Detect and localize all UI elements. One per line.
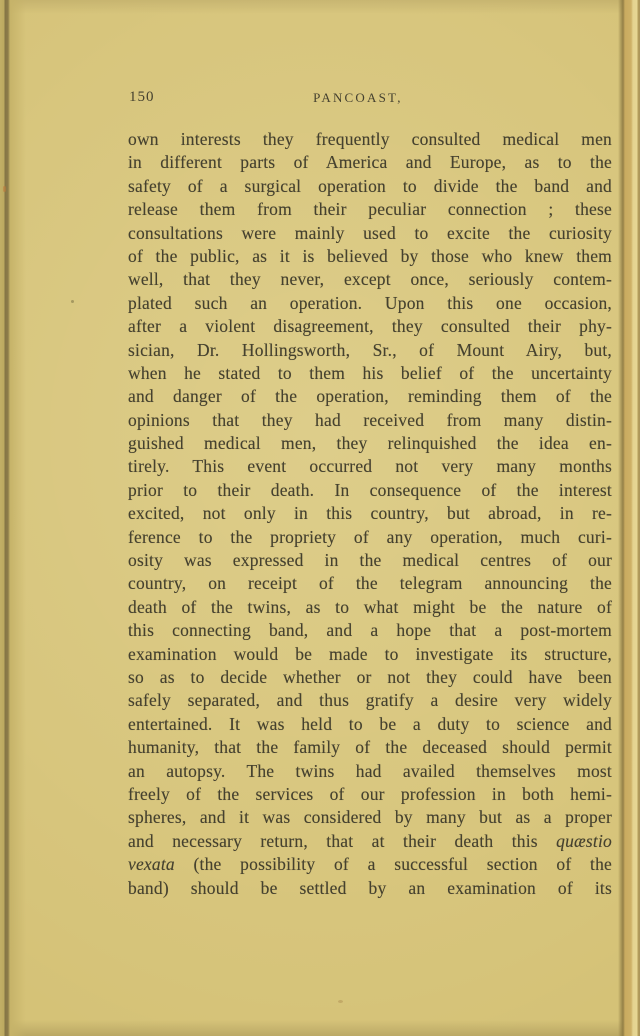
body-line: examination would be made to investigate its structure,	[128, 643, 612, 664]
running-title: PANCOAST,	[313, 90, 403, 105]
body-line: vexata (the possibility of a successful section of the	[128, 854, 612, 875]
body-line: safely separated, and thus gratify a desire very widely	[128, 690, 612, 711]
body-line: own interests they frequently consulted medical men	[128, 129, 612, 149]
body-line: in different parts of America and Europe, as to the	[128, 152, 612, 173]
body-line: ference to the propriety of any operation, much curi-	[128, 526, 612, 547]
body-line: spheres, and it was considered by many but as a proper	[128, 807, 612, 828]
page-stack-edge	[618, 0, 640, 1036]
body-line: release them from their peculiar connection ; these	[128, 199, 612, 220]
body-line: tirely. This event occurred not very many months	[128, 456, 612, 477]
body-line: plated such an operation. Upon this one occasion,	[128, 292, 612, 313]
page-number: 150	[129, 89, 155, 105]
body-line: country, on receipt of the telegram announcing the	[128, 573, 612, 594]
body-line: and necessary return, that at their death this quæstio	[128, 830, 612, 851]
page-gutter-edge	[0, 0, 26, 1036]
body-line: excited, not only in this country, but abroad, in re-	[128, 503, 612, 524]
page-header	[128, 86, 612, 110]
body-line: entertained. It was held to be a duty to science and	[128, 713, 612, 734]
body-line: opinions that they had received from many distin-	[128, 409, 612, 430]
body-line: well, that they never, except once, seriously contem-	[128, 269, 612, 290]
paper-speck	[338, 1000, 343, 1003]
body-line: osity was expressed in the medical centres of our	[128, 550, 612, 571]
body-paragraph	[128, 128, 612, 900]
body-line: and danger of the operation, reminding them of the	[128, 386, 612, 407]
body-line: freely of the services of our profession in both hemi-	[128, 783, 612, 804]
body-line: after a violent disagreement, they consulted their phy-	[128, 316, 612, 337]
body-line: sician, Dr. Hollingsworth, Sr., of Mount Airy, but,	[128, 339, 612, 360]
body-line: guished medical men, they relinquished the idea en-	[128, 433, 612, 454]
body-line: when he stated to them his belief of the uncertainty	[128, 362, 612, 383]
page-content	[128, 86, 612, 898]
body-line: death of the twins, as to what might be the nature of	[128, 596, 612, 617]
body-line: of the public, as it is believed by those who knew them	[128, 245, 612, 266]
body-line: humanity, that the family of the deceased should permit	[128, 737, 612, 758]
paper-speck	[3, 186, 6, 192]
body-line: safety of a surgical operation to divide the band and	[128, 175, 612, 196]
body-line: band) should be settled by an examination of its	[128, 877, 612, 898]
body-line: so as to decide whether or not they could have been	[128, 666, 612, 687]
body-line: this connecting band, and a hope that a post-mortem	[128, 620, 612, 641]
body-line: consultations were mainly used to excite the curiosity	[128, 222, 612, 243]
body-line: prior to their death. In consequence of the interest	[128, 479, 612, 500]
body-line: an autopsy. The twins had availed themselves most	[128, 760, 612, 781]
paper-speck	[71, 300, 74, 303]
